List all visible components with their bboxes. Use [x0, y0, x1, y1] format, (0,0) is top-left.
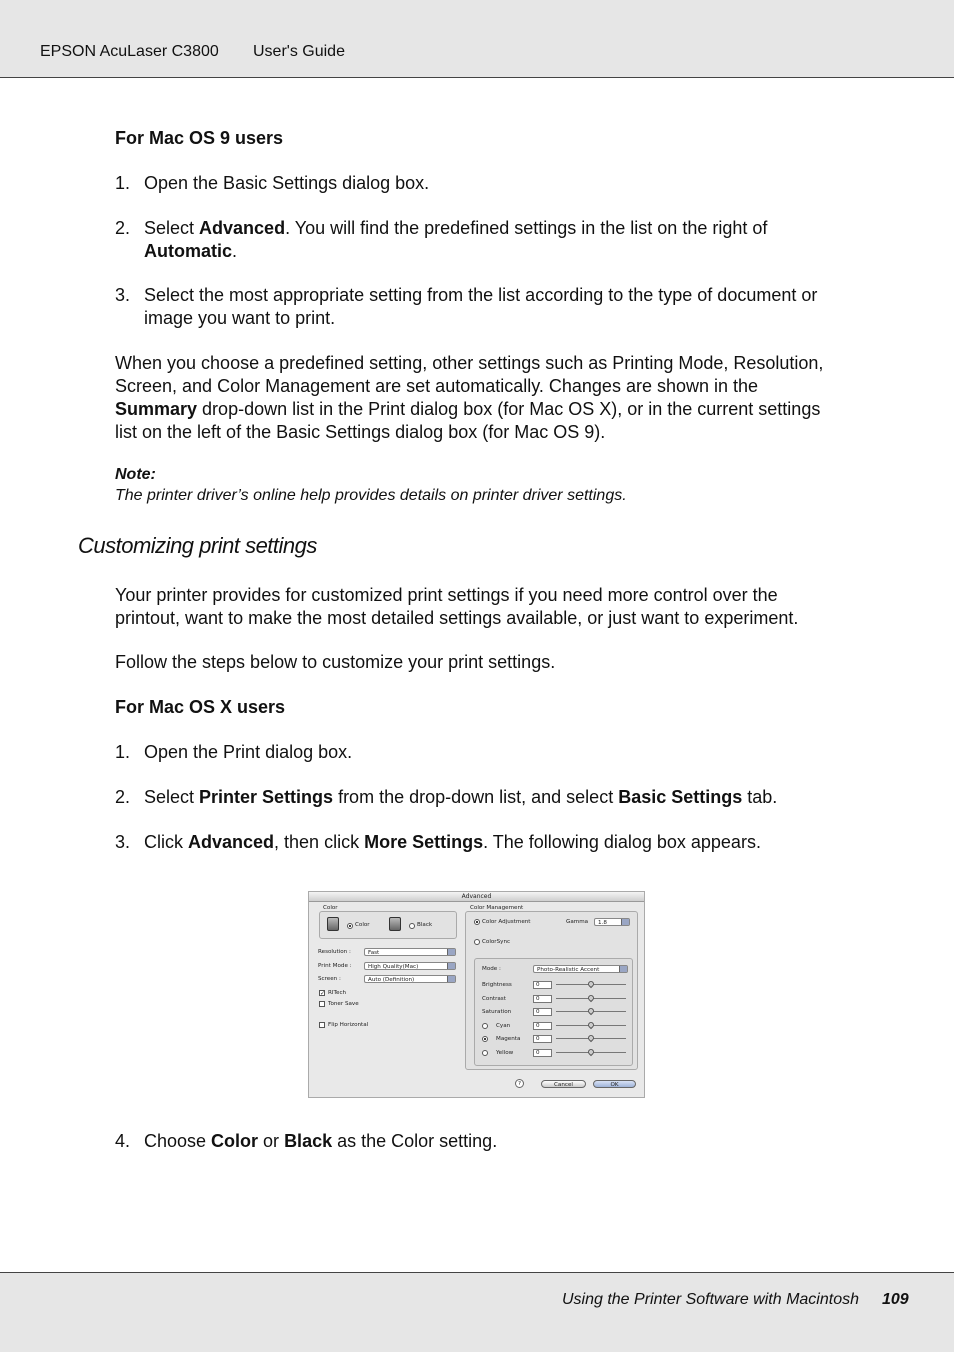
macx-step4-num: 4.: [115, 1131, 131, 1151]
macx-step3-num: 3.: [115, 832, 131, 852]
section-heading: Customizing print settings: [78, 533, 317, 558]
adjustment-value-field[interactable]: 0: [533, 1049, 552, 1057]
black-printer-icon: [389, 917, 401, 931]
adjustment-value-field[interactable]: 0: [533, 1022, 552, 1030]
macx-step3-text: Click Advanced, then click More Settings. The following dialog box appears.: [144, 832, 761, 852]
help-button[interactable]: ?: [515, 1079, 524, 1088]
color-printer-icon: [327, 917, 339, 931]
macx-step1-text: Open the Print dialog box.: [144, 742, 353, 762]
os9-step2-text: Select Advanced. You will find the predefined settings in the list on the right of Automatic.: [144, 218, 768, 261]
adjustment-value-field[interactable]: 0: [533, 981, 552, 989]
flip-horizontal-label: Flip Horizontal: [328, 1022, 369, 1028]
os9-heading: For Mac OS 9 users: [115, 128, 284, 148]
os9-paragraph: When you choose a predefined setting, other settings such as Printing Mode, Resolution, Screen, and Color Management are set automatically. Changes are shown in the Summary drop-down list in the Print dialog box (for Mac OS X), or in the current settings list on the left of the Basic Settings dialog box (for Mac OS 9).: [115, 353, 824, 442]
adjustment-label: Cyan: [496, 1022, 511, 1029]
follow-text: Follow the steps below to customize your print settings.: [115, 652, 556, 672]
guide-title: User's Guide: [253, 43, 345, 60]
adjustment-radio[interactable]: [482, 1036, 488, 1042]
colorsync-radio[interactable]: [474, 939, 480, 945]
customizing-intro: Your printer provides for customized print settings if you need more control over the printout, want to make the most detailed settings available, or just want to experiment.: [115, 585, 799, 628]
macx-heading: For Mac OS X users: [115, 697, 286, 717]
adjustment-label: Yellow: [496, 1049, 514, 1056]
macx-step4-text: Choose Color or Black as the Color setting.: [144, 1131, 498, 1151]
adjustment-value-field[interactable]: 0: [533, 995, 552, 1003]
colorsync-label: ColorSync: [482, 939, 511, 945]
ritech-label: RITech: [328, 990, 347, 996]
screen-select[interactable]: Auto (Definition): [364, 975, 456, 983]
adjustment-value-field[interactable]: 0: [533, 1035, 552, 1043]
advanced-dialog: [308, 891, 645, 1098]
ritech-checkbox[interactable]: ✓: [320, 990, 326, 997]
page-number: 109: [882, 1291, 909, 1308]
os9-step3-num: 3.: [115, 285, 131, 305]
black-radio-label: Black: [417, 922, 433, 928]
color-adjustment-label: Color Adjustment: [482, 919, 531, 925]
black-radio[interactable]: [409, 923, 415, 929]
adjustment-label: Magenta: [496, 1036, 521, 1042]
page-footer: [0, 1272, 954, 1352]
product-name: EPSON AcuLaser C3800: [40, 43, 219, 60]
mode-label: Mode :: [482, 966, 501, 972]
page-header: [0, 0, 954, 78]
toner-save-checkbox[interactable]: [319, 1001, 325, 1007]
os9-step2-num: 2.: [115, 218, 131, 238]
footer-section-title: Using the Printer Software with Macintosh: [561, 1291, 859, 1308]
note-text: The printer driver’s online help provides details on printer driver settings.: [115, 487, 627, 504]
adjustment-value-field[interactable]: 0: [533, 1008, 552, 1016]
os9-step1-num: 1.: [115, 173, 131, 193]
print-mode-select[interactable]: High Quality(Mac): [364, 962, 456, 970]
macx-step2-num: 2.: [115, 787, 131, 807]
color-radio-label: Color: [355, 922, 370, 928]
color-group-box: [319, 911, 457, 939]
adjustment-label: Contrast: [482, 995, 506, 1002]
adjustment-label: Saturation: [482, 1009, 512, 1015]
adjustment-radio[interactable]: [482, 1023, 488, 1029]
screen-label: Screen :: [318, 976, 341, 982]
dialog-title: Advanced: [309, 892, 644, 902]
mode-select[interactable]: Photo-Realistic Accent: [533, 965, 628, 973]
os9-step3-text: Select the most appropriate setting from the list according to the type of document or image you want to print.: [144, 285, 818, 328]
resolution-select[interactable]: Fast: [364, 948, 456, 956]
note-heading: Note:: [115, 466, 156, 483]
resolution-label: Resolution :: [318, 949, 351, 955]
flip-horizontal-checkbox[interactable]: [319, 1022, 325, 1028]
toner-save-label: Toner Save: [328, 1001, 359, 1007]
color-radio[interactable]: [347, 923, 353, 929]
adjustment-radio[interactable]: [482, 1050, 488, 1056]
print-mode-label: Print Mode :: [318, 963, 352, 969]
color-group-label: Color: [323, 905, 338, 911]
ok-button[interactable]: OK: [593, 1080, 636, 1088]
gamma-select[interactable]: 1.8: [594, 918, 630, 926]
os9-step1-text: Open the Basic Settings dialog box.: [144, 173, 430, 193]
color-adjustment-radio[interactable]: [474, 919, 480, 925]
macx-step1-num: 1.: [115, 742, 131, 762]
adjustment-label: Brightness: [482, 982, 512, 988]
gamma-label: Gamma: [566, 919, 589, 925]
color-management-label: Color Management: [470, 905, 524, 911]
macx-step2-text: Select Printer Settings from the drop-down list, and select Basic Settings tab.: [144, 787, 778, 807]
cancel-button[interactable]: Cancel: [541, 1080, 586, 1088]
